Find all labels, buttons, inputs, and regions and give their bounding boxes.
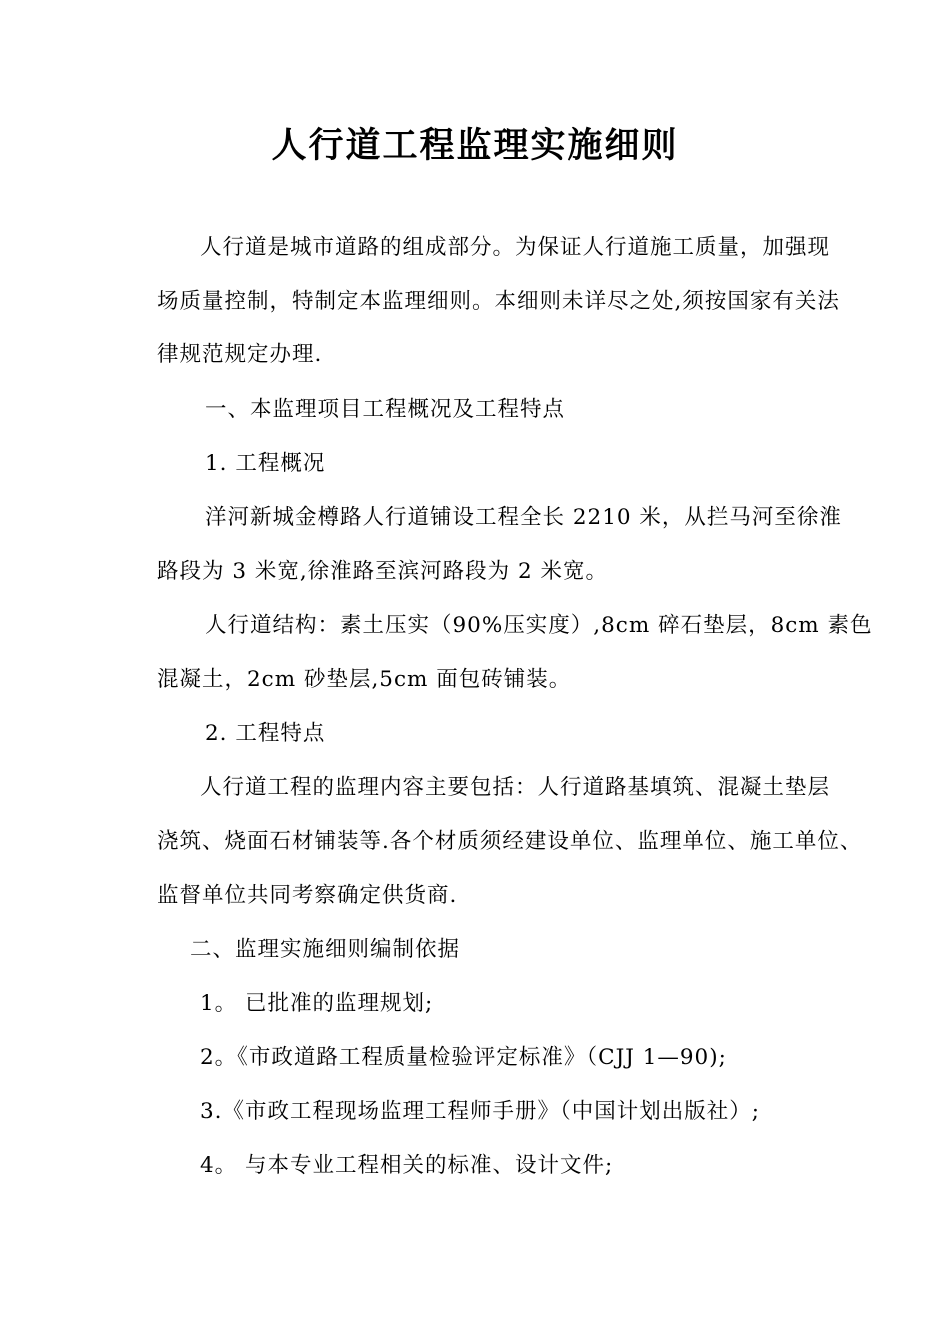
section-heading: 二、监理实施细则编制依据: [190, 937, 461, 962]
document-title: 人行道工程监理实施细则: [271, 125, 679, 166]
list-item: 1。 已批准的监理规划;: [200, 991, 434, 1016]
list-item: 2。《市政道路工程质量检验评定标准》（CJJ 1—90);: [200, 1045, 727, 1070]
subsection-heading: 1. 工程概况: [205, 451, 326, 476]
paragraph-line: 人行道结构：素土压实（90%压实度）,8cm 碎石垫层，8cm 素色: [205, 613, 873, 638]
paragraph-line: 人行道是城市道路的组成部分。为保证人行道施工质量，加强现: [200, 235, 831, 260]
section-heading: 一、本监理项目工程概况及工程特点: [205, 397, 566, 422]
list-item: 4。 与本专业工程相关的标准、设计文件;: [200, 1153, 614, 1178]
paragraph-line: 监督单位共同考察确定供货商.: [157, 883, 458, 908]
paragraph-line: 律规范规定办理.: [157, 342, 323, 367]
subsection-heading: 2. 工程特点: [205, 721, 326, 746]
paragraph-line: 场质量控制，特制定本监理细则。本细则未详尽之处,须按国家有关法: [157, 289, 840, 314]
paragraph-line: 人行道工程的监理内容主要包括：人行道路基填筑、混凝土垫层: [200, 775, 831, 800]
paragraph-line: 洋河新城金樽路人行道铺设工程全长 2210 米，从拦马河至徐淮: [205, 505, 842, 530]
paragraph-line: 混凝土，2cm 砂垫层,5cm 面包砖铺装。: [157, 667, 572, 692]
list-item: 3.《市政工程现场监理工程师手册》（中国计划出版社）;: [200, 1099, 761, 1124]
paragraph-line: 路段为 3 米宽,徐淮路至滨河路段为 2 米宽。: [157, 559, 609, 584]
paragraph-line: 浇筑、烧面石材铺装等.各个材质须经建设单位、监理单位、施工单位、: [157, 829, 863, 854]
